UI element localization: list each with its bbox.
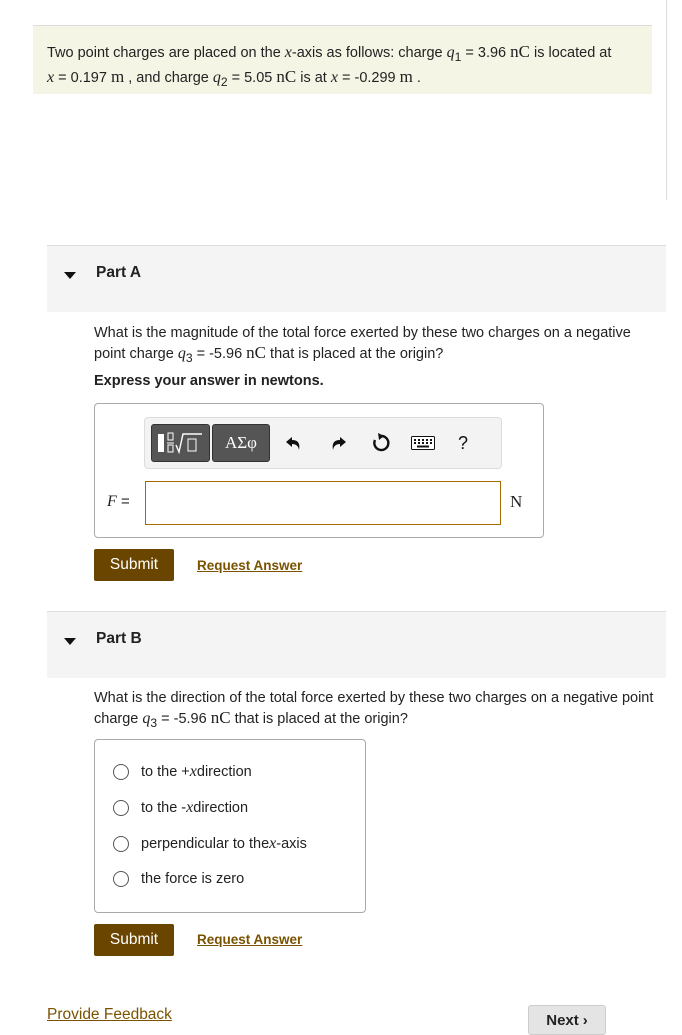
math-toolbar (144, 417, 502, 469)
problem-statement (33, 26, 652, 94)
option-zero[interactable]: the force is zero (113, 871, 244, 887)
radio-button[interactable] (113, 800, 129, 816)
option-perpendicular[interactable]: perpendicular to the x -axis (113, 835, 307, 853)
next-button[interactable]: Next › (528, 1005, 606, 1035)
part-a-instruction: Express your answer in newtons. (94, 373, 324, 389)
unit-label: N (510, 492, 523, 511)
part-a-label: Part A (96, 264, 142, 281)
templates-icon (156, 430, 206, 456)
option-negative-x[interactable]: to the - x direction (113, 799, 248, 817)
undo-icon[interactable] (281, 430, 307, 456)
part-a-header[interactable] (47, 245, 666, 312)
radio-button[interactable] (113, 764, 129, 780)
radio-button[interactable] (113, 836, 129, 852)
part-b-label: Part B (96, 630, 142, 647)
templates-button[interactable] (151, 424, 210, 462)
greek-symbols-button[interactable]: ΑΣφ (212, 424, 270, 462)
collapse-triangle-icon[interactable] (64, 272, 76, 279)
direction-options (94, 739, 366, 913)
part-a-submit-button[interactable]: Submit (94, 549, 174, 581)
part-b-question: What is the direction of the total force exerted by these two charges on a negative point charge $q_3 = -5.96$ nC that is placed at the origin? (94, 690, 654, 730)
problem-text: Two point charges are placed on the x-axis as follows: charge $q_1 = 3.96$ nC is located at x = 0.197 m , and charge $q_2 = 5.05$ nC is at x = -0.299 m . (47, 42, 612, 89)
force-answer-input[interactable] (145, 481, 501, 525)
reset-icon[interactable] (368, 430, 394, 456)
radio-button[interactable] (113, 871, 129, 887)
help-button[interactable]: ? (457, 432, 468, 453)
part-a-question: What is the magnitude of the total force exerted by these two charges on a negative point charge $q_3 = -5.96$ nC that is placed at the origin? (94, 325, 631, 365)
part-b-request-answer-link[interactable]: Request Answer (197, 932, 303, 947)
part-a-request-answer-link[interactable]: Request Answer (197, 558, 303, 573)
answer-panel (94, 403, 544, 538)
part-b-header[interactable] (47, 611, 666, 678)
chevron-right-icon: › (582, 1012, 588, 1029)
keyboard-icon[interactable] (410, 430, 436, 456)
collapse-triangle-icon[interactable] (64, 638, 76, 645)
force-label: F = (107, 493, 130, 510)
provide-feedback-link[interactable]: Provide Feedback (47, 1006, 172, 1023)
part-b-submit-button[interactable]: Submit (94, 924, 174, 956)
redo-icon[interactable] (325, 430, 351, 456)
option-positive-x[interactable]: to the + x direction (113, 763, 252, 781)
right-divider (666, 0, 667, 200)
